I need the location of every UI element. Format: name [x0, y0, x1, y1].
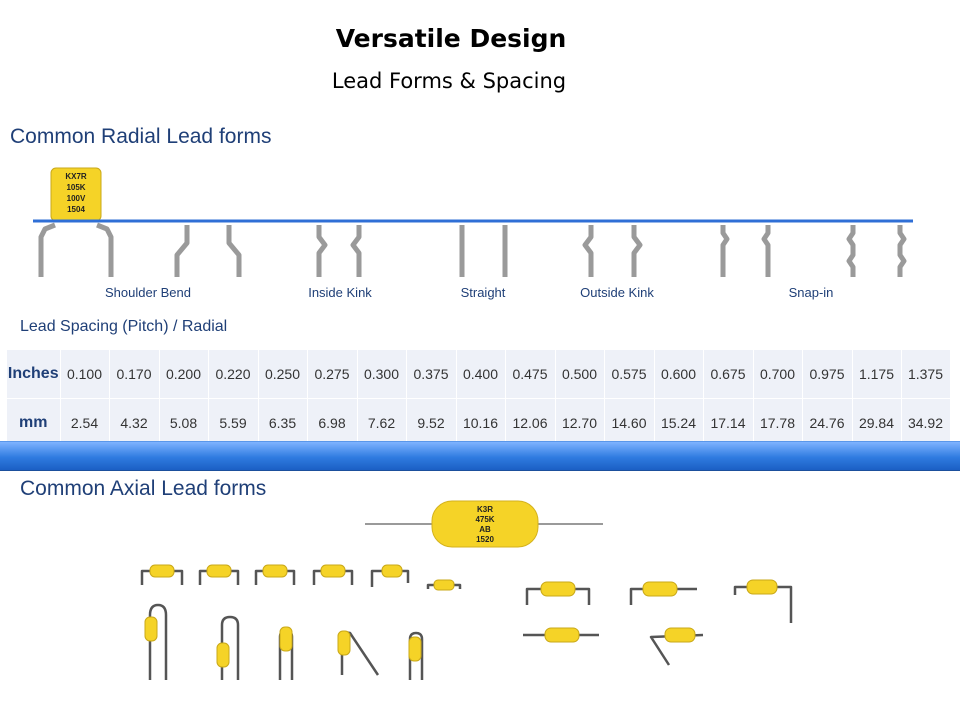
radial-lead-forms-diagram [25, 165, 920, 305]
radial-capacitor [51, 168, 101, 221]
axial-right-body [643, 582, 677, 596]
lead-outside-kink [585, 225, 591, 277]
inches-cell: 0.575 [604, 350, 654, 399]
axial-form-body [382, 565, 402, 577]
inches-cell: 0.375 [406, 350, 456, 399]
axial-form-body [263, 565, 287, 577]
axial-right-body [541, 582, 575, 596]
inches-cell: 0.170 [109, 350, 159, 399]
mm-cell: 17.14 [703, 399, 753, 448]
axial-marking-line-1: K3R [476, 505, 494, 514]
mm-cell: 9.52 [406, 399, 456, 448]
mm-cell: 6.98 [307, 399, 357, 448]
lead-shoulder-bend [41, 225, 55, 277]
inches-cell: 0.475 [505, 350, 555, 399]
axial-form-body [338, 631, 350, 655]
axial-lead-forms-grid [130, 555, 480, 685]
row-label-mm: mm [7, 399, 60, 448]
axial-section-heading: Common Axial Lead forms [20, 477, 267, 500]
lead-snap-in [849, 225, 853, 277]
axial-form-body [217, 643, 229, 667]
axial-form-body [280, 627, 292, 651]
axial-marking-line-3: AB [479, 525, 491, 534]
mm-cell: 34.92 [901, 399, 950, 448]
axial-lead-forms-right [515, 565, 805, 675]
mm-cell: 14.60 [604, 399, 654, 448]
axial-marking-line-4: 1520 [476, 535, 494, 544]
inches-cell: 0.200 [159, 350, 208, 399]
inches-cell: 0.100 [60, 350, 109, 399]
axial-marking-line-2: 475K [475, 515, 495, 524]
inches-cell: 1.375 [901, 350, 950, 399]
inches-cell: 0.275 [307, 350, 357, 399]
inches-cell: 0.300 [357, 350, 406, 399]
radial-section-heading: Common Radial Lead forms [10, 125, 272, 148]
mm-cell: 6.35 [258, 399, 307, 448]
mm-cell: 12.70 [555, 399, 604, 448]
inches-cell: 1.175 [852, 350, 901, 399]
lead-inside-kink [353, 225, 359, 277]
form-label-straight: Straight [460, 285, 506, 300]
inches-cell: 0.400 [456, 350, 505, 399]
lead-spacing-heading: Lead Spacing (Pitch) / Radial [20, 318, 228, 335]
form-label-outside-kink: Outside Kink [580, 285, 654, 300]
radial-leads [41, 225, 904, 277]
axial-form-body [207, 565, 231, 577]
lead-inside-kink [319, 225, 325, 277]
page-title: Versatile Design [335, 24, 567, 53]
capacitor-marking-line-3: 100V [66, 194, 86, 203]
mm-cell: 5.59 [208, 399, 258, 448]
inches-cell: 0.220 [208, 350, 258, 399]
inches-cell: 0.250 [258, 350, 307, 399]
lead-spacing-table [7, 350, 951, 448]
inches-cell: 0.975 [802, 350, 852, 399]
capacitor-marking-line-2: 105K [66, 183, 86, 192]
axial-form-body [321, 565, 345, 577]
axial-form-body [150, 565, 174, 577]
table-row-inches [7, 350, 950, 399]
mm-cell: 12.06 [505, 399, 555, 448]
mm-cell: 17.78 [753, 399, 802, 448]
axial-right-body [665, 628, 695, 642]
axial-form-body [145, 617, 157, 641]
lead-shoulder-bend [229, 225, 239, 277]
form-label-inside-kink: Inside Kink [308, 285, 372, 300]
row-label-inches: Inches [7, 350, 60, 399]
mm-cell: 10.16 [456, 399, 505, 448]
mm-cell: 2.54 [60, 399, 109, 448]
mm-cell: 15.24 [654, 399, 703, 448]
form-label-snap-in: Snap-in [788, 285, 834, 300]
axial-right-body [747, 580, 777, 594]
capacitor-marking-line-4: 1504 [67, 205, 85, 214]
mm-cell: 4.32 [109, 399, 159, 448]
page-subtitle: Lead Forms & Spacing [331, 69, 567, 93]
axial-hairpin-lead [150, 605, 166, 680]
inches-cell: 0.600 [654, 350, 703, 399]
mm-cell: 5.08 [159, 399, 208, 448]
axial-form-leads [142, 571, 460, 680]
lead-snap-in [900, 225, 904, 277]
axial-right-body [545, 628, 579, 642]
capacitor-marking-line-1: KX7R [65, 172, 87, 181]
axial-form-body [409, 637, 421, 661]
lead-shoulder-bend [97, 225, 111, 277]
section-divider-bar [0, 441, 960, 471]
mm-cell: 29.84 [852, 399, 901, 448]
mm-cell: 24.76 [802, 399, 852, 448]
inches-cell: 0.675 [703, 350, 753, 399]
lead-snap-in [764, 225, 768, 277]
lead-snap-in [723, 225, 727, 277]
axial-form-body [434, 580, 454, 590]
form-label-shoulder-bend: Shoulder Bend [104, 285, 192, 300]
mm-cell: 7.62 [357, 399, 406, 448]
lead-outside-kink [634, 225, 640, 277]
lead-shoulder-bend [177, 225, 187, 277]
inches-cell: 0.700 [753, 350, 802, 399]
inches-cell: 0.500 [555, 350, 604, 399]
axial-right-leads [523, 587, 791, 665]
axial-component-main [360, 496, 610, 552]
